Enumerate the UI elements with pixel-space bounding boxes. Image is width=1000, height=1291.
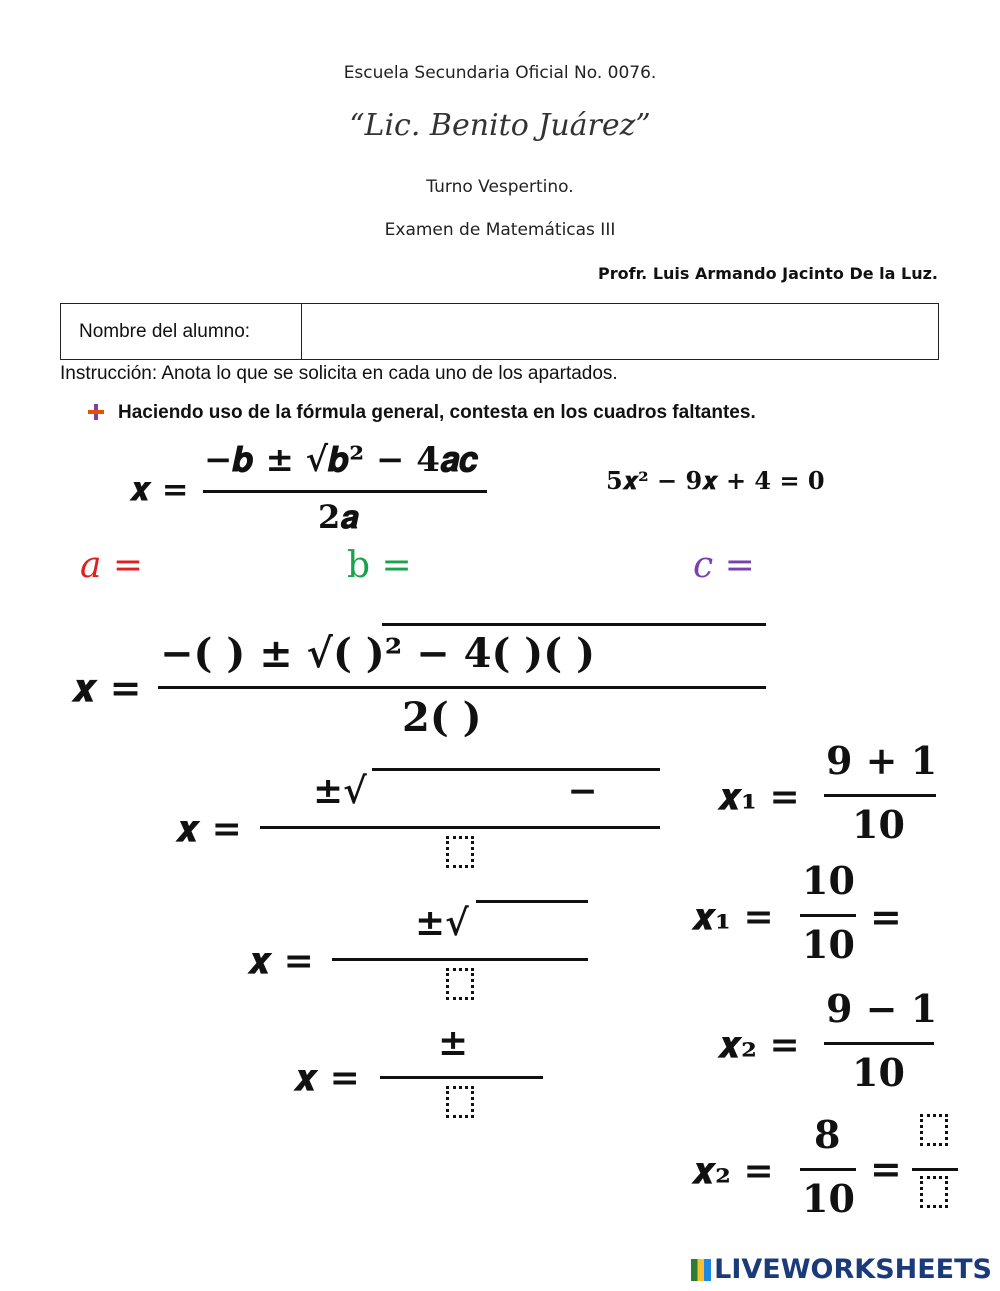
coefficient-a-input[interactable] bbox=[158, 548, 328, 588]
root2b-denominator: 𝟏𝟎 bbox=[802, 1176, 855, 1221]
root1a-numerator: 𝟗 + 𝟏 bbox=[826, 738, 938, 783]
step2-denominator-box[interactable] bbox=[446, 836, 474, 868]
instruction-text: Instrucción: Anota lo que se solicita en cada uno de los apartados. bbox=[60, 363, 618, 384]
coefficient-c-label: 𝑐 = bbox=[693, 545, 755, 586]
root2a-numerator: 𝟗 − 𝟏 bbox=[826, 986, 938, 1031]
bullet-icon bbox=[88, 404, 104, 423]
formula-denominator: 𝟐𝒂 bbox=[318, 498, 359, 536]
quadratic-equation: 𝟓𝒙² − 𝟗𝒙 + 𝟒 = 𝟎 bbox=[606, 466, 825, 495]
step3-numerator: ±√ bbox=[415, 902, 469, 944]
root2a-lhs: 𝒙₂ = bbox=[718, 1024, 800, 1066]
substitution-sqrt-bar bbox=[382, 623, 766, 626]
exam-title: Examen de Matemáticas III bbox=[384, 220, 616, 240]
school-name: Escuela Secundaria Oficial No. 0076. bbox=[343, 63, 657, 83]
substitution-lhs: 𝒙 = bbox=[72, 665, 142, 710]
root2b-fraction-bar bbox=[800, 1168, 856, 1171]
step4-numerator: ± bbox=[438, 1022, 469, 1064]
substitution-denominator: 𝟐( ) bbox=[402, 694, 482, 741]
step4-lhs: 𝒙 = bbox=[294, 1057, 360, 1099]
root1b-numerator: 𝟏𝟎 bbox=[802, 858, 855, 903]
root1a-lhs: 𝒙₁ = bbox=[718, 776, 800, 818]
student-name-field[interactable] bbox=[302, 304, 939, 360]
step4-fraction-bar bbox=[380, 1076, 543, 1079]
coefficient-a-label: 𝑎 = bbox=[80, 545, 144, 586]
substitution-fraction-bar bbox=[158, 686, 766, 689]
shift-text: Turno Vespertino. bbox=[426, 177, 574, 197]
root1a-fraction-bar bbox=[824, 794, 936, 797]
teacher-name: Profr. Luis Armando Jacinto De la Luz. bbox=[598, 264, 938, 283]
coefficient-b-input[interactable] bbox=[422, 548, 592, 588]
root1b-denominator: 𝟏𝟎 bbox=[802, 922, 855, 967]
task-text: Haciendo uso de la fórmula general, contesta en los cuadros faltantes. bbox=[118, 402, 756, 423]
root2b-lhs: 𝒙₂ = bbox=[692, 1150, 774, 1192]
step2-numerator: ±√ − bbox=[313, 770, 598, 812]
root2a-denominator: 𝟏𝟎 bbox=[852, 1050, 905, 1095]
brand-text: LIVEWORKSHEETS bbox=[714, 1254, 992, 1285]
root2-answer-fraction-bar bbox=[912, 1168, 958, 1171]
root1b-fraction-bar bbox=[800, 914, 856, 917]
logo-icon bbox=[691, 1259, 711, 1281]
step2-fraction-bar bbox=[260, 826, 660, 829]
liveworksheets-logo bbox=[691, 1254, 992, 1285]
student-name-table bbox=[60, 303, 939, 360]
formula-fraction-bar bbox=[203, 490, 487, 493]
root2-denominator-box[interactable] bbox=[920, 1176, 948, 1208]
coefficient-b-label: b = bbox=[347, 545, 412, 586]
formula-lhs: 𝒙 = bbox=[130, 470, 189, 508]
root2b-equals: = bbox=[870, 1146, 902, 1191]
step3-denominator-box[interactable] bbox=[446, 968, 474, 1000]
root1b-lhs: 𝒙₁ = bbox=[692, 896, 774, 938]
root1b-equals: = bbox=[870, 894, 902, 939]
coefficient-c-input[interactable] bbox=[768, 548, 938, 588]
step4-denominator-box[interactable] bbox=[446, 1086, 474, 1118]
substitution-numerator: −( ) ± √( )² − 𝟒( )( ) bbox=[160, 630, 595, 677]
root2-numerator-box[interactable] bbox=[920, 1114, 948, 1146]
step3-fraction-bar bbox=[332, 958, 588, 961]
school-title: “Lic. Benito Juárez” bbox=[349, 108, 651, 143]
student-name-label: Nombre del alumno: bbox=[61, 304, 302, 360]
step3-lhs: 𝒙 = bbox=[248, 940, 314, 982]
root2b-numerator: 𝟖 bbox=[814, 1112, 841, 1157]
root1-answer-input[interactable] bbox=[906, 890, 976, 934]
step3-sqrt-bar bbox=[476, 900, 588, 903]
root2a-fraction-bar bbox=[824, 1042, 934, 1045]
step2-lhs: 𝒙 = bbox=[176, 808, 242, 850]
root1a-denominator: 𝟏𝟎 bbox=[852, 802, 905, 847]
formula-numerator: −𝒃 ± √𝒃² − 𝟒𝒂𝒄 bbox=[204, 440, 479, 480]
